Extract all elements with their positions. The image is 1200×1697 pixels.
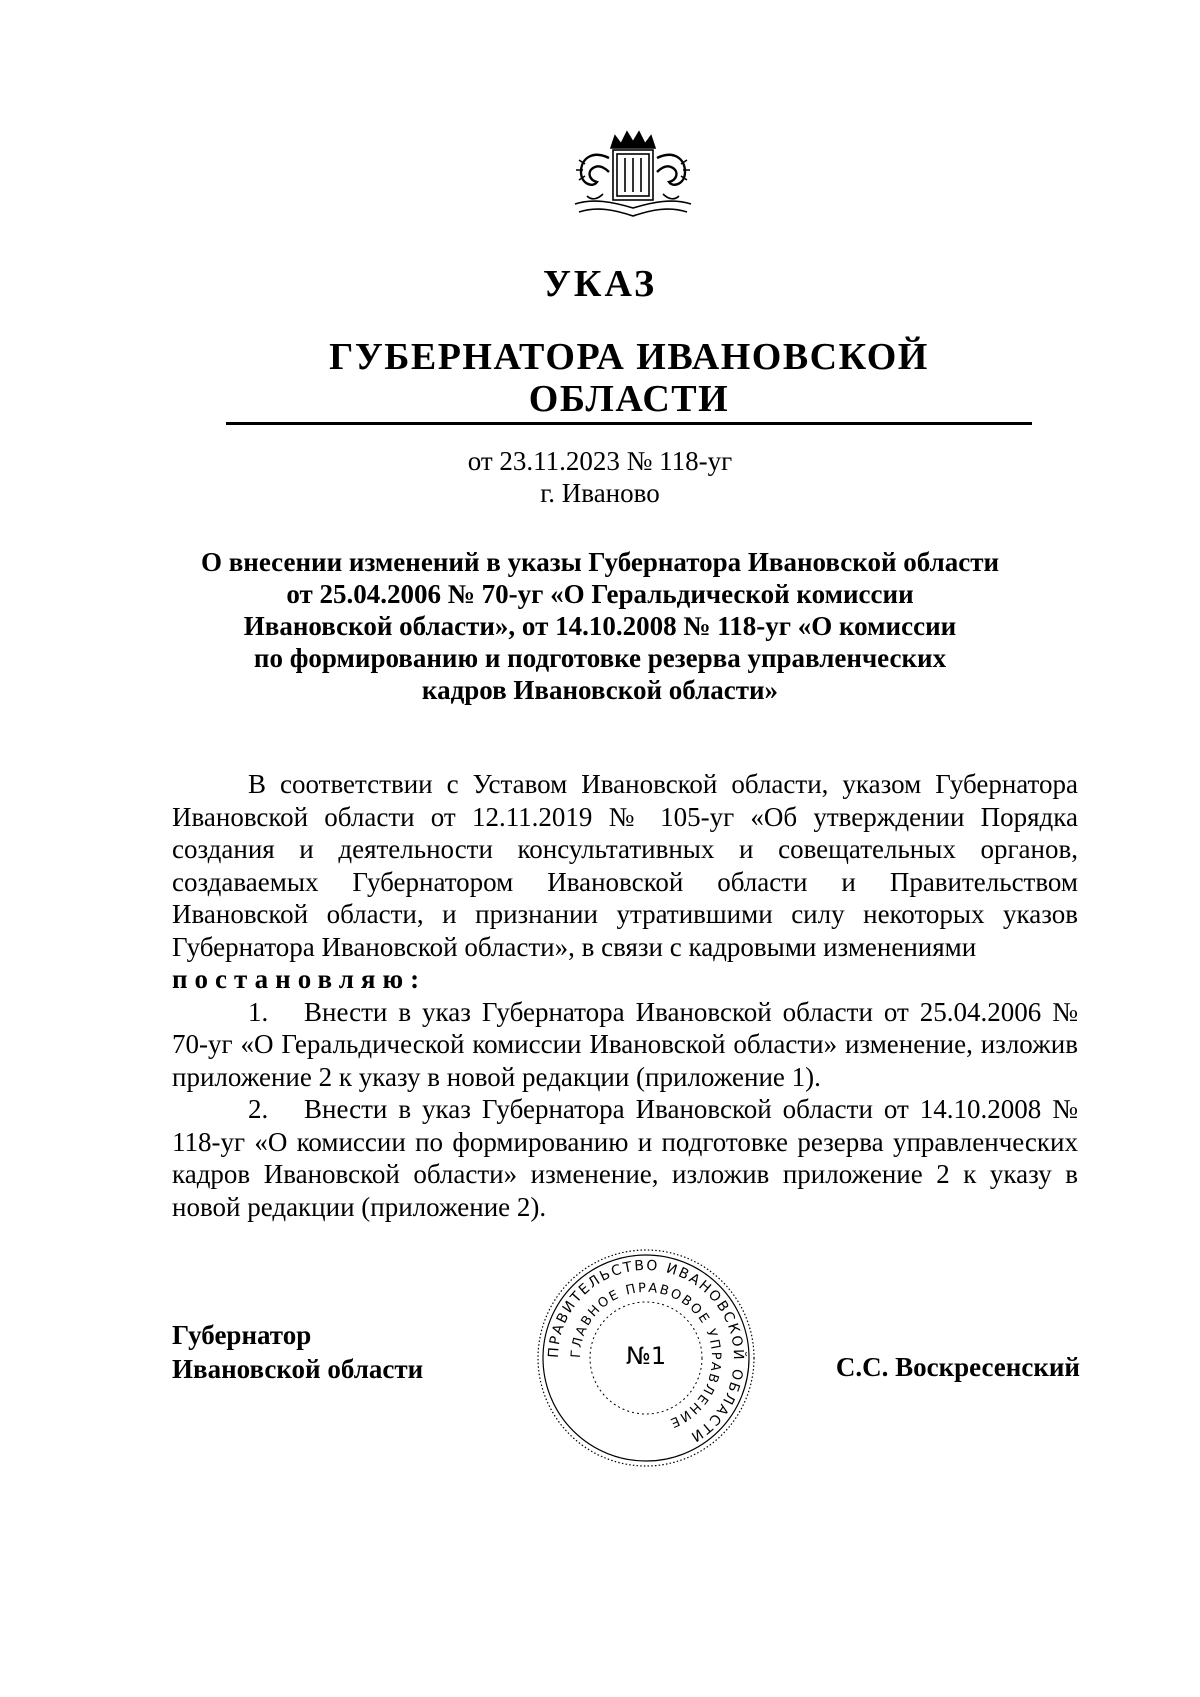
- seal-outer-text: ПРАВИТЕЛЬСТВО ИВАНОВСКОЙ ОБЛАСТИ: [545, 1257, 747, 1446]
- decree-heading: [150, 546, 1050, 706]
- decree-word: постановляю:: [172, 964, 427, 994]
- heading-line: О внесении изменений в указы Губернатора Ивановской области: [200, 547, 1000, 577]
- document-title: УКАЗ: [543, 263, 657, 305]
- position-line: Ивановской области: [172, 1354, 424, 1384]
- signature-position: [172, 1318, 423, 1386]
- seal-number: №1: [625, 1342, 667, 1370]
- position-line: Губернатор: [172, 1320, 312, 1350]
- item-text: Внести в указ Губернатора Ивановской области от 25.04.2006 № 70-уг «О Геральдической комиссии Ивановской области» изменение, изложив приложение 2 к указу в новой редакции (приложение 1).: [172, 996, 1078, 1092]
- city: г. Иваново: [540, 478, 660, 508]
- list-item: [172, 996, 1078, 1094]
- heading-line: от 25.04.2006 № 70-уг «О Геральдической комиссии: [286, 579, 914, 609]
- heading-line: Ивановской области», от 14.10.2008 № 118-уг «О комиссии: [243, 611, 957, 641]
- date-number: от 23.11.2023 № 118-уг: [467, 446, 733, 476]
- signature-name: С.С. Воскресенский: [835, 1352, 1080, 1382]
- item-text: Внести в указ Губернатора Ивановской области от 14.10.2008 № 118-уг «О комиссии по формированию и подготовке резерва управленческих кадров Ивановской области» изменение, изложив приложение 2 к указу в новой редакции (приложение 2).: [172, 1094, 1078, 1222]
- item-number: 2.: [248, 1094, 269, 1124]
- heading-line: кадров Ивановской области»: [421, 675, 779, 705]
- document-subtitle: ГУБЕРНАТОРА ИВАНОВСКОЙ ОБЛАСТИ: [226, 336, 1032, 425]
- heading-line: по формированию и подготовке резерва управленческих: [253, 643, 947, 673]
- list-item: [172, 1093, 1078, 1223]
- decree-body: [172, 768, 1078, 1223]
- preamble: В соответствии с Уставом Ивановской области, указом Губернатора Ивановской области от 12.11.2019 № 105-уг «Об утверждении Порядка создания и деятельности консультативных и совещательных органов, создаваемых Губернатором Ивановской области и Правительством Ивановской области, и признании утратившими силу некоторых указов Губернатора Ивановской области», в связи с кадровыми изменениями: [172, 769, 1078, 962]
- official-seal-icon: [534, 1246, 758, 1470]
- item-number: 1.: [248, 996, 269, 1027]
- coat-of-arms-icon: [563, 128, 703, 224]
- seal-inner-text: ГЛАВНОЕ ПРАВОВОЕ УПРАВЛЕНИЕ: [568, 1280, 724, 1431]
